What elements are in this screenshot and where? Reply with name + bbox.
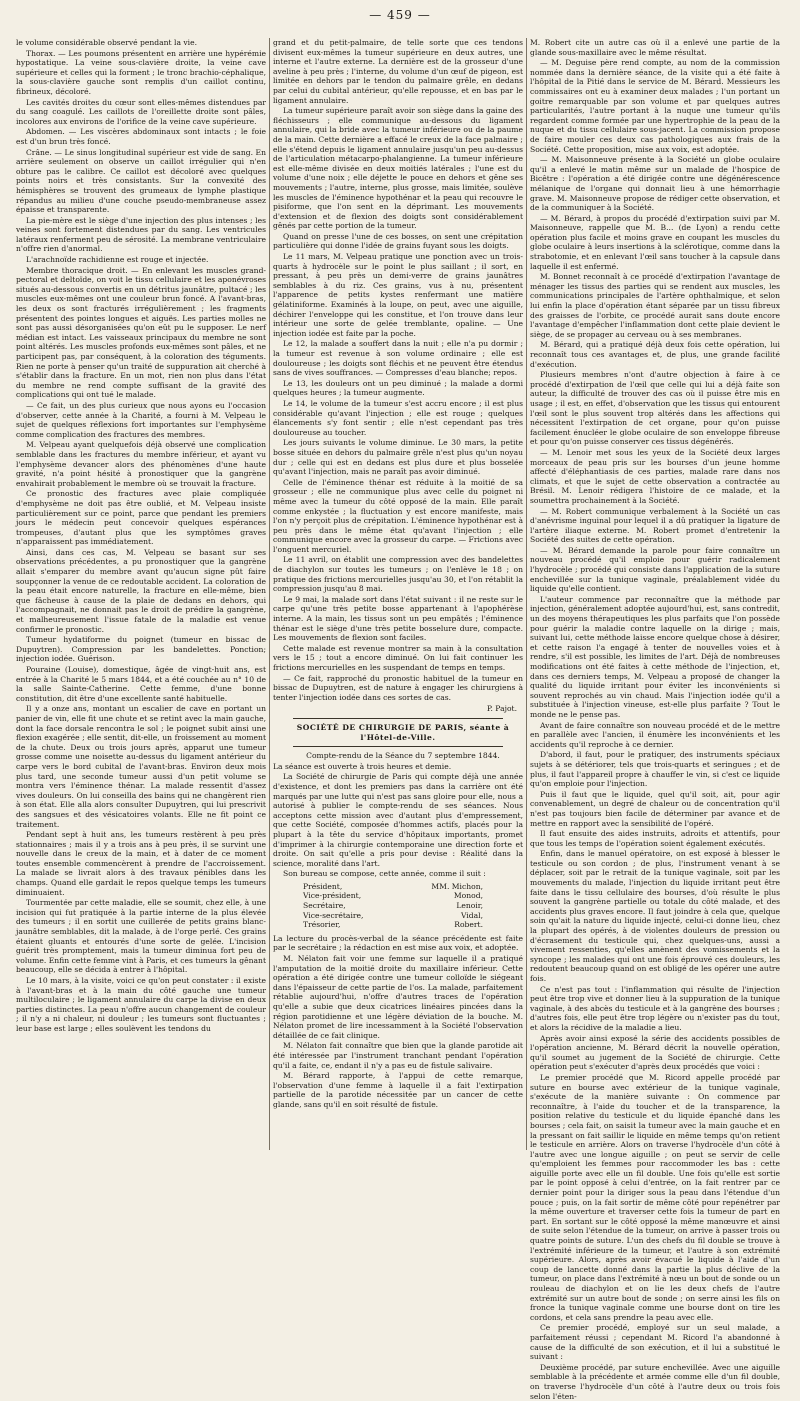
case-report-continuation: [273, 38, 523, 702]
section-subtitle: Compte-rendu de la Séance du 7 septembre 1844.: [306, 751, 500, 761]
paragraph: Ainsi, dans ces cas, M. Velpeau se basant sur ses observations précédentes, a pu pronostiquer que la gangrène allait s'emparer du membre avant qu'aucun signe pût faire soupçonner la venue de ce redoutable accident. La coloration de la peau était encore naturelle, la fracture en elle-même, bien que fâcheuse à cause de la plaie de dedans en dehors, qui l'accompagnait, ne donnait pas le droit de prédire la gangrène, et malheureusement l'issue fatale de la maladie est venue confirmer le pronostic.: [16, 547, 266, 634]
section-rule: [293, 718, 503, 719]
paragraph: Le 11 avril, on établit une compression avec des bandelettes de diachylon sur toutes les tumeurs ; on l'enlève le 18 ; on pratique des frictions mercurielles jusqu'au 30, et l'on rétablit la compression jusqu'au 8 mai.: [273, 555, 523, 594]
officer-role: Vice-secrétaire,: [303, 910, 364, 920]
officer-name: Vidal,: [460, 910, 483, 920]
paragraph: Il faut ensuite des aides instruits, adroits et attentifs, pour que tous les temps de l'opération soient également exécutés.: [530, 829, 780, 848]
officer-row: [303, 901, 483, 911]
officer-role: Trésorier,: [303, 920, 341, 930]
officer-name: Robert.: [454, 920, 483, 930]
paragraph: Celle de l'éminence thénar est réduite à la moitié de sa grosseur ; elle ne communique plus avec celle du poignet ni même avec la tumeur du côté opposé de la main. Elle paraît comme enkystée ; la fluctuation y est encore manifeste, mais l'on n'y perçoit plus de crépitation. L'éminence hypothénar est à peu près dans le même état qu'avant l'injection ; elle communique encore avec la grosseur du carpe. — Frictions avec l'onguent mercuriel.: [273, 477, 523, 554]
officer-role: Vice-président,: [303, 891, 362, 901]
paragraph: M. Velpeau ayant quelquefois déjà observé une complication semblable dans les fractures du membre inférieur, et ayant vu l'emphysème devancer alors des phénomènes d'une haute gravité, n'a point hésité à pronostiquer que la gangrène envahirait probablement le membre où se trouvait la fracture.: [16, 440, 266, 488]
paragraph: La séance est ouverte à trois heures et demie.: [273, 761, 452, 771]
paragraph: Ce premier procédé, employé sur un seul malade, a parfaitement réussi ; cependant M. Ricord l'a abandonné à cause de la difficulté de son exécution, et il lui a substitué le suivant :: [530, 1323, 780, 1362]
officer-name: Monod,: [453, 891, 483, 901]
paragraph: — M. Robert communique verbalement à la Société un cas d'anévrisme inguinal pour lequel il a dû pratiquer la ligature de l'artère iliaque externe. M. Robert promet d'entretenir la Société des suites de cette opération.: [530, 506, 780, 545]
paragraph: Tourmentée par cette maladie, elle se soumit, chez elle, à une incision qui fut pratiquée à la partie interne de la plus élevée des tumeurs ; il en sortit une cuillerée de petits grains blanc-jaunâtre semblables, dit la malade, à de l'orge perlé. Ces grains étaient gluants et entourés d'une sorte de gelée. L'incision guérit très promptement, mais la tumeur diminua fort peu de volume. Enfin cette femme vint à Paris, et ces tumeurs la gênant beaucoup, elle se décida à entrer à l'hôpital.: [16, 898, 266, 975]
paragraph: Ce pronostic des fractures avec plaie compliquée d'emphysème ne doit pas être oublié, et M. Velpeau insiste particulièrement sur ce point, parce que pendant les premiers jours le médecin peut concevoir quelques espérances trompeuses, d'autant plus que les symptômes graves n'apparaissent pas immédiatement.: [16, 489, 266, 547]
paragraph: Enfin, dans le manuel opératoire, on est exposé à blesser le testicule ou son cordon ; de plus, l'instrument venant à se déplacer, soit par le retrait de la tunique vaginale, soit par les mouvements du malade, l'injection du liquide irritant peut être faite dans le tissu cellulaire des bourses, d'où résulte le plus souvent la gangrène partielle ou totale du côté malade, et des accidents plus graves encore. Il faut joindre à cela que, quelque soin qu'ait la nature du liquide injecté, celui-ci donne lieu, chez la plupart des opérés, à de violentes douleurs de pression ou d'écrasement du testicule qui, chez quelques-uns, aussi a vivement ressenties, qu'elles amènent des vomissements et la syncope ; les malades qui ont une fois éprouvé ces douleurs, les redoutent beaucoup quand on est obligé de les opérer une autre fois.: [530, 849, 780, 983]
paragraph: La Société de chirurgie de Paris qui compte déjà une année d'existence, et dont les premiers pas dans la carrière ont été marqués par une lutte qui n'est pas sans gloire pour elle, nous a autorisé à publier le compte-rendu de ses séances. Nous acceptons cette mission avec d'autant plus d'empressement, que cette Société, composée d'hommes actifs, placés pour la plupart à la tête du service d'hôpitaux importants, promet d'imprimer à la chirurgie contemporaine une direction forte et droite. On sait qu'elle a pris pour devise : Réalité dans la science, moralité dans l'art.: [273, 772, 523, 868]
paragraph: Ce n'est pas tout : l'inflammation qui résulte de l'injection peut être trop vive et donner lieu à la suppuration de la tunique vaginale, à des abcès du testicule et à la gangrène des bourses ; d'autres fois, elle peut être trop légère ou n'exister pas du tout, et alors la récidive de la maladie a lieu.: [530, 984, 780, 1032]
paragraph: La lecture du procès-verbal de la séance précédente est faite par le secrétaire ; la rédaction en est mise aux voix, et adoptée.: [273, 933, 523, 953]
page-number: — 459 —: [369, 8, 431, 22]
column-left: [16, 38, 266, 1150]
paragraph: Le 12, la malade a souffert dans la nuit ; elle n'a pu dormir ; la tumeur est revenue à son volume ordinaire ; elle est douloureuse ; les doigts sont fléchis et ne peuvent être étendus sans de vives souffrances. — Compresses d'eau blanche; repos.: [273, 339, 523, 378]
column-divider: [526, 38, 527, 1150]
column-divider: [269, 38, 270, 1150]
paragraph: Le 13, les douleurs ont un peu diminué ; la malade a dormi quelques heures ; la tumeur augmente.: [273, 378, 523, 398]
paragraph: — M. Deguise père rend compte, au nom de la commission nommée dans la dernière séance, de la visite qui a été faite à l'hôpital de la Pitié dans le service de M. Bérard. Messieurs les commissaires ont eu à examiner deux malades ; l'un portant un goitre remarquable par son volume et par quelques autres particularités, l'autre portant à la nuque une tumeur qu'ils regardent comme formée par une hypertrophie de la peau de la nuque et du tissu cellulaire sous-jacent. La commission propose de faire mouler ces deux cas pathologiques aux frais de la Société. Cette proposition, mise aux voix, est adoptée.: [530, 58, 780, 154]
paragraph: Il y a onze ans, montant un escalier de cave en portant un panier de vin, elle fit une chute et se retint avec la main gauche, dont la face dorsale rencontra le sol ; le poignet subit ainsi une flexion exagérée ; elle sentit, dit-elle, un froissement au moment de la chute. Deux ou trois jours après, apparut une tumeur grosse comme une noisette au-dessus du ligament antérieur du carpe vers le bord cubital de l'avant-bras. Environ deux mois plus tard, une seconde tumeur aussi d'un petit volume se montra vers l'éminence thénar. La malade ressentit d'assez vives douleurs. On lui conseilla des bains qui ne changèrent rien à son état. Elle alla alors consulter Dupuytren, qui lui prescrivit des sangsues et des vésicatoires volants. Elle ne fit point ce traitement.: [16, 704, 266, 829]
officer-role: Secrétaire,: [303, 901, 346, 911]
paragraph: M. Nélaton fait connaître que bien que la glande parotide ait été intéressée par l'instrument tranchant pendant l'opération qu'il a faite, ce, endant il n'y a pas eu de fistule salivaire.: [273, 1041, 523, 1070]
paragraph: Plusieurs membres n'ont d'autre objection à faire à ce procédé d'extirpation de l'œil que celle qui lui a déjà faite son auteur, la difficulté de trouver des cas où il puisse être mis en usage ; il est, en effet, d'observation que les tissus qui entourent l'œil sont le plus souvent trop altérés dans les affections qui nécessitent l'extirpation de cet organe, pour qu'on puisse facilement énucléer le globe oculaire de son enveloppe fibreuse et pour qu'on puisse conserver ces tissus dégénérés.: [530, 370, 780, 447]
officer-name: MM. Michon,: [431, 881, 483, 891]
officer-name: Lenoir,: [456, 901, 483, 911]
paragraph: L'auteur commence par reconnaître que la méthode par injection, généralement adoptée aujourd'hui, est, sans contredit, un des moyens thérapeutiques les plus parfaits que l'on possède pour guérir la maladie contre laquelle on la dirige ; mais, suivant lui, cette méthode laisse encore quelque chose à désirer, et cette raison l'a engagé à tenter de nouvelles voies et à rendre, s'il est possible, les limites de l'art. Déjà de nombreuses modifications ont été faites à cette méthode de l'injection, et, dans ces derniers temps, M. Velpeau a proposé de changer la qualité du liquide irritant pour éviter les inconvénients si souvent reprochés au vin chaud. Mais l'injection iodée qu'il a substituée à l'injection vineuse, est-elle plus parfaite ? Tout le monde ne le pense pas.: [530, 594, 780, 719]
paragraph: grand et du petit-palmaire, de telle sorte que ces tendons divisent eux-mêmes la tumeur supérieure en deux autres, une interne et l'autre externe. La dernière est de la grosseur d'une aveline à peu près ; l'interne, du volume d'un œuf de pigeon, est limitée en dehors par le tendon du palmaire grêle, en dedans par celui du cubital antérieur, qu'elle repousse, et en bas par le ligament annulaire.: [273, 38, 523, 105]
paragraph: Abdomen. — Les viscères abdominaux sont intacts ; le foie est d'un brun très foncé.: [16, 127, 266, 146]
paragraph: Après avoir ainsi exposé la série des accidents possibles de l'opération ancienne, M. Bérard décrit la nouvelle opération, qu'il soumet au jugement de la Société de chirurgie. Cette opération peut s'exécuter d'après deux procédés que voici :: [530, 1033, 780, 1072]
paragraph: Le premier procédé que M. Ricord appelle procédé par suture en bourse avec extérieur de la tunique vaginale, s'exécute de la manière suivante : On commence par reconnaître, à l'aide du toucher et de la transparence, la position relative du testicule et du liquide épanché dans les bourses ; cela fait, on saisit la tumeur avec la main gauche et en la pressant on fait saillir le liquide en même temps qu'on retient le testicule en arrière. Alors on traverse l'hydrocèle d'un côté à l'autre avec une longue aiguille ; on peut se servir de celle qu'emploient les femmes pour raccommoder les bas : cette aiguille porte avec elle un fil double. Une fois qu'elle est sortie par le point opposé à celui d'entrée, on la fait rentrer par ce dernier point pour la diriger sous la peau dans l'étendue d'un pouce ; puis, on la fait sortir de même côté pour repénétrer par la même ouverture et traverser cette fois la tumeur de part en part. En sortant sur le côté opposé la même manœuvre et ainsi de suite selon l'étendue de la tumeur, on arrive à passer trois ou quatre points de suture. L'un des chefs du fil double se trouve à l'extrémité inférieure de la tumeur, et l'autre à son extrémité supérieure. Alors, après avoir évacué le liquide à l'aide d'un coup de lancette donné dans la partie la plus déclive de la tumeur, on place dans l'extrémité à nœu un bout de sonde ou un rouleau de diachylon et on lie les deux chefs de l'autre extrémité sur un autre bout de sonde ; on serre ainsi les fils on fronce la tunique vaginale comme une bourse dont on tire les cordons, et cela sans prendre la peau avec elle.: [530, 1072, 780, 1322]
paragraph: — M. Lenoir met sous les yeux de la Société deux larges morceaux de peau pris sur les bourses d'un jeune homme affecté d'éléphantiasis de ces parties, malade rare dans nos climats, et que le sujet de cette observation a contractée au Brésil. M. Lenoir rédigera l'histoire de ce malade, et la soumettra prochainement à la Société.: [530, 447, 780, 505]
officer-row: [303, 882, 483, 892]
paragraph: Le 9 mai, la malade sort dans l'état suivant : il ne reste sur le carpe qu'une très petite bosse appartenant à l'apophérèse interne. A la main, les tissus sont un peu empâtés ; l'éminence thénar est le siège d'une très petite bosselure dure, compacte. Les mouvements de flexion sont faciles.: [273, 594, 523, 643]
paragraph: Crâne. — Le sinus longitudinal supérieur est vide de sang. En arrière seulement on observe un caillot irrégulier qui n'en obture pas le calibre. Ce caillot est décoloré avec quelques points noirs et très consistants. Sur la convexité des hémisphères se trouvent des grumeaux de lymphe plastique répandus au milieu d'une couche pseudo-membraneuse assez épaisse et transparente.: [16, 147, 266, 215]
section-rule-short: [293, 746, 503, 747]
officers-list: [303, 882, 523, 930]
column-middle: [273, 38, 523, 1150]
paragraph: Le 11 mars, M. Velpeau pratique une ponction avec un trois-quarts à hydrocèle sur le point le plus saillant ; il sort, en pressant, à peu près un demi-verre de grains jaunâtres semblables à du riz. Ces grains, vus à nu, présentent l'apparence de petits kystes renfermant une matière gélatiniforme. Examinés à la loupe, on peut, avec une aiguille, déchirer l'enveloppe qui les constitue, et l'on trouve dans leur intérieur une sorte de gelée tremblante, opaline. — Une injection iodée est faite par la poche.: [273, 252, 523, 338]
paragraph: — Ce fait, rapproché du pronostic habituel de la tumeur en bissac de Dupuytren, est de nature à engager les chirurgiens à tenter l'injection iodée dans ces sortes de cas.: [273, 673, 523, 702]
paragraph: — M. Maisonneuve présente à la Société un globe oculaire qu'il a enlevé le matin même sur un malade de l'hospice de Bicêtre : l'opération a été dirigée contre une dégénérescence mélanique de l'organe qui donnait lieu à une hémorrhagie grave. M. Maisonneuve propose de rédiger cette observation, et de la communiquer à la Société.: [530, 155, 780, 213]
officer-row: [303, 920, 483, 930]
paragraph: Membre thoracique droit. — En enlevant les muscles grand-pectoral et deltoïde, on voit le tissu cellulaire et les aponévroses situés au-dessous convertis en un détritus jaunâtre, pultacé ; les muscles eux-mêmes ont une couleur brun foncé. A l'avant-bras, les deux os sont fracturés irrégulièrement ; les fragments présentent des pointes longues et aiguës. Les parties molles ne sont pas aussi désorganisées qu'on eût pu le supposer. Le nerf médian est intact. Les vaisseaux principaux du membre ne sont point altérés. Les muscles profonds eux-mêmes sont pâles, et ne participent pas, par conséquent, à la coloration des téguments. Rien ne porte à penser qu'un traité de suppuration ait cherché à s'établir dans la fracture. En un mot, rien non plus dans l'état du membre ne rend compte suffisant de la gravité des complications qui ont tué le malade.: [16, 265, 266, 400]
paragraph: Puis il faut que le liquide, quel qu'il soit, ait, pour agir convenablement, un degré de chaleur ou de concentration qu'il n'est pas toujours bien facile de déterminer par avance et de mettre en rapport avec la sensibilité de l'opéré.: [530, 789, 780, 828]
paragraph: Pouraine (Louise), domestique, âgée de vingt-huit ans, est entrée à la Charité le 5 mars 1844, et a été couchée au n° 10 de la salle Sainte-Catherine. Cette femme, d'une bonne constitution, dit être d'une excellente santé habituelle.: [16, 665, 266, 703]
paragraph: D'abord, il faut, pour le pratiquer, des instruments spéciaux sujets à se détériorer, tels que trois-quarts et seringues ; et de plus, il faut l'appareil propre à chauffer le vin, si c'est ce liquide qu'on emploie pour l'injection.: [530, 750, 780, 789]
paragraph: M. Robert cite un autre cas où il a enlevé une partie de la glande sous-maxillaire avec le même résultat.: [530, 38, 780, 57]
paragraph: La pie-mère est le siège d'une injection des plus intenses ; les veines sont fortement distendues par du sang. Les ventricules latéraux renferment peu de sérosité. La membrane ventriculaire n'offre rien d'anormal.: [16, 215, 266, 254]
paragraph: Tumeur hydatiforme du poignet (tumeur en bissac de Dupuytren). Compression par les bandelettes. Ponction; injection iodée. Guérison.: [16, 635, 266, 664]
paragraph: Le 14, le volume de la tumeur s'est accru encore ; il est plus considérable qu'avant l'injection ; elle est rouge ; quelques élancements s'y font sentir ; elle n'est cependant pas très douloureuse au toucher.: [273, 398, 523, 437]
paragraph: La tumeur supérieure paraît avoir son siège dans la gaine des fléchisseurs ; elle communique au-dessous du ligament annulaire, qui la bride avec la tumeur inférieure ou de la paume de la main. Cette dernière a effacé le creux de la face palmaire ; elle s'étend depuis le ligament annulaire jusqu'un peu au-dessus de l'articulation métacarpo-phalangienne. La tumeur inférieure est elle-même divisée en deux moitiés latérales ; l'une est du volume d'une noix ; elle déjette le pouce en dehors et gêne ses mouvements ; l'autre, interne, plus grosse, mais limitée, soulève les muscles de l'éminence hypothénar et la peau qui recouvre le pisiforme, que l'on sent en la déprimant. Les mouvements d'extension et de flexion des doigts sont considérablement gênés par cette portion de la tumeur.: [273, 106, 523, 231]
column-right: [530, 38, 780, 1401]
officer-role: Président,: [303, 881, 343, 891]
paragraph: M. Bonnet reconnaît à ce procédé d'extirpation l'avantage de ménager les tissus des parties qui se rendent aux muscles, les communications principales de l'artère ophthalmique, et selon lui enfin la place d'opération étant séparée par un tissu fibreux des graisses de l'orbite, ce procédé aurait sans doute encore l'avantage d'empêcher l'inflammation dont cette plaie devient le siège, de se propager au cerveau ou à ses membranes.: [530, 272, 780, 339]
paragraph: M. Nélaton fait voir une femme sur laquelle il a pratiqué l'amputation de la moitié droite du maxillaire inférieur. Cette opération a été dirigée contre une tumeur colloïde le siégeant dans l'épaisseur de cette partie de l'os. La malade, parfaitement rétablie aujourd'hui, n'offre d'autres traces de l'opération qu'elle a subie que deux cicatrices linéaires pincées dans la région parotidienne et une légère déviation de la bouche. M. Nélaton promet de lire incessamment à la Société l'observation détaillée de ce fait clinique.: [273, 954, 523, 1040]
paragraph: — M. Bérard demande la parole pour faire connaître un nouveau procédé qu'il emploie pour guérir radicalement l'hydrocèle ; procédé qui consiste dans l'application de la suture enchevillée sur la tunique vaginale, préalablement vidée du liquide qu'elle contient.: [530, 545, 780, 594]
paragraph: — Ce fait, un des plus curieux que nous ayons eu l'occasion d'observer, cette année à la Charité, a fourni à M. Velpeau le sujet de quelques réflexions fort importantes sur l'emphysème comme complication des fractures des membres.: [16, 400, 266, 439]
officer-row: [303, 911, 483, 921]
paragraph: Le 10 mars, à la visite, voici ce qu'on peut constater : il existe à l'avant-bras et à la main du côté gauche une tumeur multiloculaire ; le ligament annulaire du carpe la divise en deux parties distinctes. La peau n'offre aucun changement de couleur ; il n'y a ni chaleur, ni douleur ; les tumeurs sont fluctuantes ; leur base est large ; elles soulèvent les tendons du: [16, 976, 266, 1033]
paragraph: — M. Bérard, à propos du procédé d'extirpation suivi par M. Maisonneuve, rappelle que M. B... (de Lyon) a rendu cette opération plus facile et moins grave en coupant les muscles du globe oculaire à leurs insertions à la sclérotique, comme dans la strabotomie, et en enlevant l'œil sans toucher à la capsule dans laquelle il est enfermé.: [530, 213, 780, 271]
paragraph: Pendant sept à huit ans, les tumeurs restèrent à peu près stationnaires ; mais il y a trois ans à peu près, il se survint une nouvelle dans le creux de la main, et à dater de ce moment toutes ensemble commencèrent à prendre de l'accroissement. La malade se livrait alors à des travaux pénibles dans les champs. Quand elle gardait le repos quelque temps les tumeurs diminuaient.: [16, 830, 266, 897]
officer-row: [303, 891, 483, 901]
paragraph: Quand on presse l'une de ces bosses, on sent une crépitation particulière qui donne l'idée de grains fuyant sous les doigts.: [273, 231, 523, 251]
paragraph: Les cavités droites du cœur sont elles-mêmes distendues par du sang coagulé. Les caillots de l'oreillette droite sont pâles, incolores aux environs de l'orifice de la veine cave supérieure.: [16, 97, 266, 126]
paragraph: Son bureau se compose, cette année, comme il suit :: [283, 869, 486, 879]
paragraph: Avant de faire connaître son nouveau procédé et de le mettre en parallèle avec l'ancien, il énumère les inconvénients et les accidents qu'il reproche à ce dernier.: [530, 720, 780, 749]
paragraph: Thorax. — Les poumons présentent en arrière une hypérémie hypostatique. La veine sous-clavière droite, la veine cave supérieure et celles qui la forment ; le tronc brachio-céphalique, la sous-clavière gauche sont remplis d'un caillot continu, fibrineux, décoloré.: [16, 48, 266, 96]
society-proceedings: [273, 934, 523, 1110]
paragraph: le volume considérable observé pendant la vie.: [16, 38, 198, 47]
paragraph: Deuxième procédé, par suture enchevillée. Avec une aiguille semblable à la précédente et armée comme elle d'un fil double, on traverse l'hydrocèle d'un côté à l'autre deux ou trois fois selon l'éten-: [530, 1362, 780, 1401]
paragraph: L'arachnoïde rachidienne est rouge et injectée.: [26, 255, 209, 265]
author-signature: P. Pajot.: [486, 704, 517, 714]
section-title: SOCIÉTÉ DE CHIRURGIE DE PARIS, séante à l'Hôtel-de-Ville.: [296, 722, 510, 742]
paragraph: M. Bérard rapporte, à l'appui de cette remarque, l'observation d'une femme à laquelle il a fait l'extirpation partielle de la parotide nécessitée par un cancer de cette glande, sans qu'il en soit résulté de fistule.: [273, 1071, 523, 1109]
paragraph: Les jours suivants le volume diminue. Le 30 mars, la petite bosse située en dehors du palmaire grêle n'est plus qu'un noyau dur ; celle qui est en dedans est plus dure et plus bosselée qu'avant l'injection, mais ne paraît pas avoir diminué.: [273, 438, 523, 477]
society-intro: [273, 762, 523, 879]
paragraph: Cette malade est revenue montrer sa main à la consultation vers le 15 ; tout a encore diminué. On lui fait continuer les frictions mercurielles en les suspendant de temps en temps.: [273, 643, 523, 672]
paragraph: M. Bérard, qui a pratiqué déjà deux fois cette opération, lui reconnaît tous ces avantages et, de plus, une grande facilité d'exécution.: [530, 340, 780, 369]
